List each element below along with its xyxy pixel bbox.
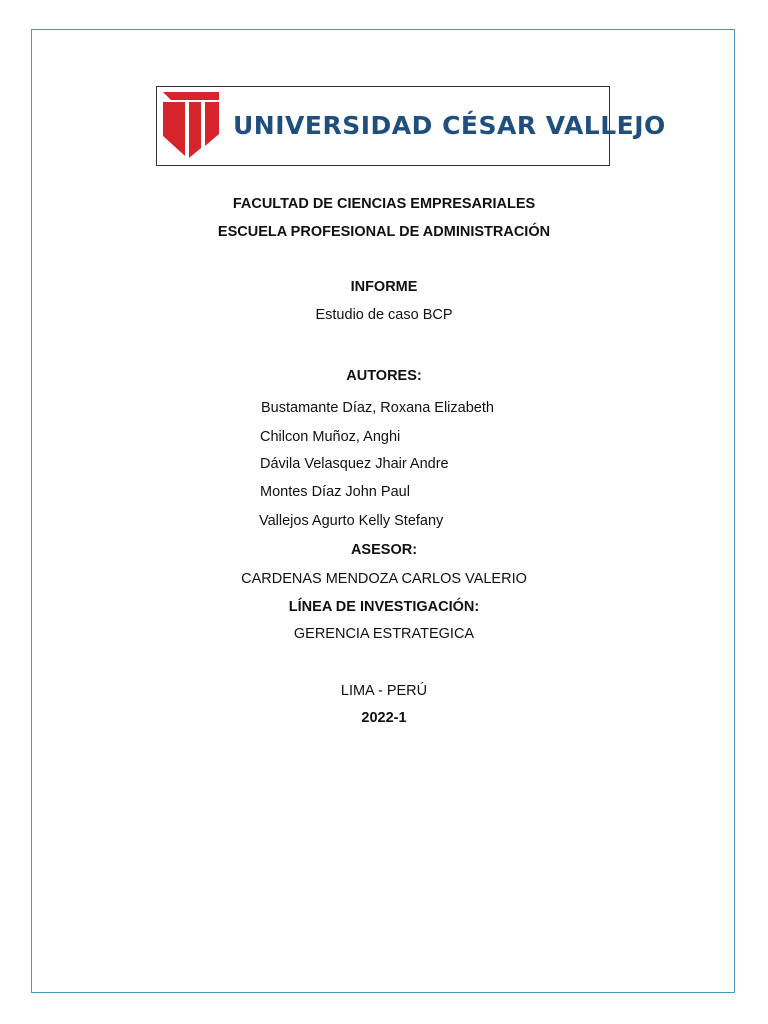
author-name: Dávila Velasquez Jhair Andre: [260, 456, 449, 472]
advisor-name: CARDENAS MENDOZA CARLOS VALERIO: [241, 571, 527, 587]
faculty-title: FACULTAD DE CIENCIAS EMPRESARIALES: [232, 196, 536, 212]
university-name: UNIVERSIDAD CÉSAR VALLEJO: [233, 111, 666, 140]
author-name: Vallejos Agurto Kelly Stefany: [259, 513, 444, 529]
research-line-value: GERENCIA ESTRATEGICA: [293, 626, 475, 642]
location: LIMA - PERÚ: [340, 683, 428, 699]
report-heading: INFORME: [350, 279, 418, 295]
author-name: Bustamante Díaz, Roxana Elizabeth: [261, 400, 494, 416]
academic-year: 2022-1: [361, 710, 407, 726]
research-line-heading: LÍNEA DE INVESTIGACIÓN:: [288, 599, 480, 615]
authors-heading: AUTORES:: [346, 368, 422, 384]
advisor-heading: ASESOR:: [350, 542, 418, 558]
school-title: ESCUELA PROFESIONAL DE ADMINISTRACIÓN: [217, 224, 551, 240]
university-crest-icon: [161, 90, 221, 162]
page-border: [31, 29, 735, 993]
university-logo: [156, 86, 666, 166]
author-name: Chilcon Muñoz, Anghi: [260, 429, 401, 445]
author-name: Montes Díaz John Paul: [260, 484, 410, 500]
report-subtitle: Estudio de caso BCP: [315, 307, 453, 323]
